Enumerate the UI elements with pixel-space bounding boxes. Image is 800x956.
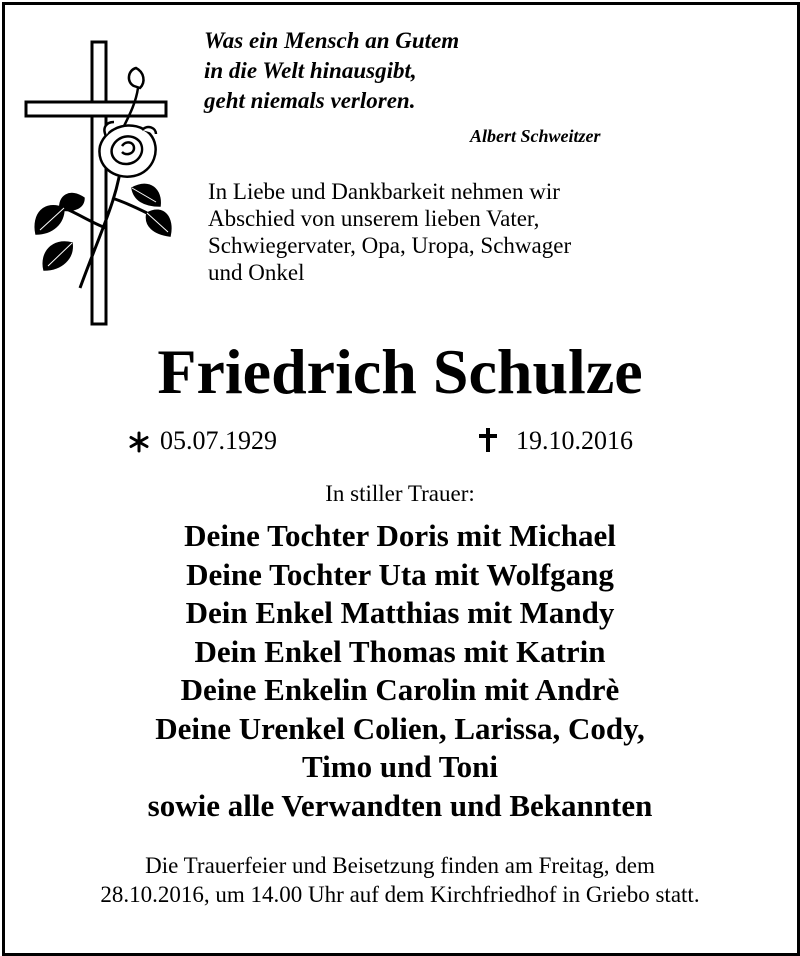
funeral-notice xyxy=(0,851,800,909)
mourner-line: Deine Tochter Uta mit Wolfgang xyxy=(186,556,614,592)
intro-line: Abschied von unserem lieben Vater, xyxy=(208,206,540,231)
death-date-group xyxy=(478,426,633,456)
mourner-line: Deine Enkelin Carolin mit Andrè xyxy=(180,672,620,707)
funeral-line: 28.10.2016, um 14.00 Uhr auf dem Kirchfriedhof in Griebo statt. xyxy=(100,882,700,907)
mourning-label: In stiller Trauer: xyxy=(325,481,475,506)
intro-text xyxy=(208,178,768,286)
intro-line: Schwiegervater, Opa, Uropa, Schwager xyxy=(208,233,572,258)
cross-icon xyxy=(478,427,498,453)
deceased-name: Friedrich Schulze xyxy=(157,336,643,407)
death-date: 19.10.2016 xyxy=(516,426,633,455)
funeral-line: Die Trauerfeier und Beisetzung finden am Freitag, dem xyxy=(145,853,655,878)
quote-line: in die Welt hinausgibt, xyxy=(204,58,417,83)
mourner-line: Deine Tochter Doris mit Michael xyxy=(184,518,616,553)
mourner-line: Dein Enkel Matthias mit Mandy xyxy=(185,595,615,630)
mourner-line: Dein Enkel Thomas mit Katrin xyxy=(194,633,606,669)
quote-author: Albert Schweitzer xyxy=(470,126,601,146)
quote xyxy=(204,26,764,116)
mourner-line: sowie alle Verwandten und Bekannten xyxy=(147,787,653,823)
quote-line: Was ein Mensch an Gutem xyxy=(204,28,460,53)
life-dates xyxy=(0,426,800,460)
quote-line: geht niemals verloren. xyxy=(204,88,416,113)
mourner-line: Deine Urenkel Colien, Larissa, Cody, xyxy=(155,710,645,746)
mourner-line: Timo und Toni xyxy=(302,749,498,784)
birth-date-group xyxy=(128,426,277,456)
asterisk-icon xyxy=(128,431,150,453)
intro-line: und Onkel xyxy=(208,260,305,285)
intro-line: In Liebe und Dankbarkeit nehmen wir xyxy=(208,179,560,204)
birth-date: 05.07.1929 xyxy=(160,426,277,455)
cross-with-rose-icon xyxy=(22,38,172,328)
mourners-list xyxy=(0,517,800,825)
